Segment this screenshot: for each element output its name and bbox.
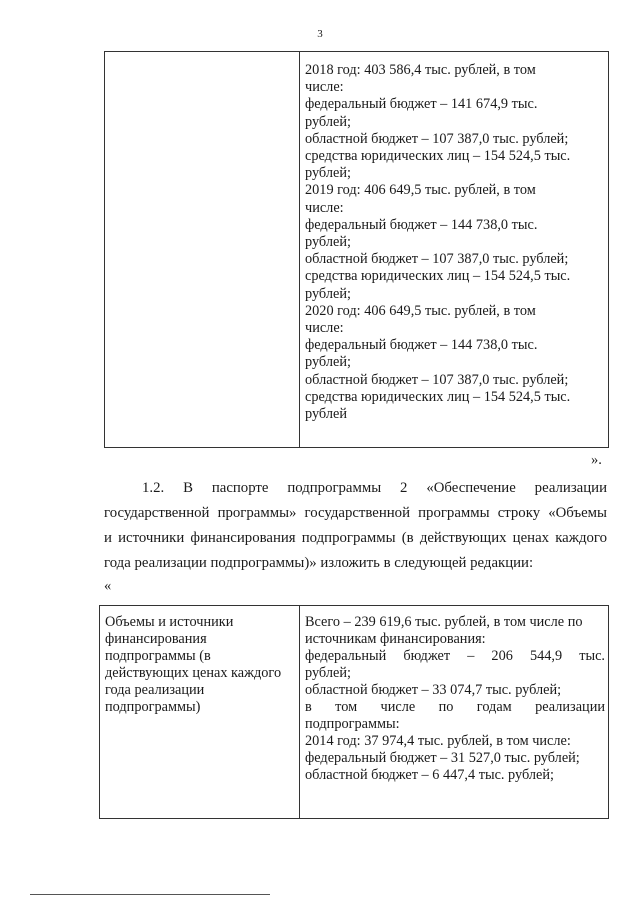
table-line: рублей; bbox=[305, 285, 351, 302]
paragraph-line: года реализации подпрограммы)» изложить в следующей редакции: bbox=[104, 555, 534, 571]
table-line: рублей; bbox=[305, 165, 351, 182]
table-line: областной бюджет – 33 074,7 тыс. рублей; bbox=[305, 682, 562, 698]
table-line: в том числе по годам реализации bbox=[305, 699, 605, 715]
paragraph-line: и источники финансирования подпрограммы (в действующих ценах каждого bbox=[104, 530, 607, 546]
header-line: подпрограммы (в bbox=[105, 648, 211, 664]
table-line: рублей; bbox=[305, 113, 351, 130]
table-line: средства юридических лиц – 154 524,5 тыс. bbox=[305, 268, 571, 285]
table-line: федеральный бюджет – 141 674,9 тыс. bbox=[305, 96, 538, 113]
table-line: федеральный бюджет – 144 738,0 тыс. bbox=[305, 216, 538, 233]
page-number: 3 bbox=[317, 28, 323, 40]
table-line: областной бюджет – 6 447,4 тыс. рублей; bbox=[305, 767, 555, 783]
table-line: 2014 год: 37 974,4 тыс. рублей, в том числе: bbox=[305, 733, 571, 749]
paragraph-line: 1.2. В паспорте подпрограммы 2 «Обеспечение реализации bbox=[142, 480, 607, 496]
amendment-paragraph bbox=[104, 476, 607, 576]
table-line: рублей; bbox=[305, 665, 351, 681]
table-line: средства юридических лиц – 154 524,5 тыс. bbox=[305, 148, 571, 165]
table-line: областной бюджет – 107 387,0 тыс. рублей; bbox=[305, 130, 569, 147]
table-line: федеральный бюджет – 206 544,9 тыс. bbox=[305, 648, 605, 664]
table-line: рублей bbox=[305, 406, 347, 423]
table-line: Всего – 239 619,6 тыс. рублей, в том числе по bbox=[305, 614, 583, 630]
row-header-cell bbox=[105, 614, 293, 716]
header-line: действующих ценах каждого bbox=[105, 665, 282, 681]
table-line: федеральный бюджет – 144 738,0 тыс. bbox=[305, 337, 538, 354]
footer-rule bbox=[30, 894, 270, 895]
header-line: финансирования bbox=[105, 631, 207, 647]
table-line: областной бюджет – 107 387,0 тыс. рублей; bbox=[305, 371, 569, 388]
table-line: подпрограммы: bbox=[305, 716, 400, 732]
header-line: подпрограммы) bbox=[105, 699, 201, 715]
header-line: года реализации bbox=[105, 682, 205, 698]
opening-quote: « bbox=[104, 578, 112, 594]
table-line: 2020 год: 406 649,5 тыс. рублей, в том bbox=[305, 302, 536, 319]
funding-table-continued bbox=[104, 51, 609, 448]
table-line: числе: bbox=[305, 199, 344, 216]
table-line: числе: bbox=[305, 79, 344, 96]
table-line: рублей; bbox=[305, 354, 351, 371]
table-line: рублей; bbox=[305, 234, 351, 251]
column-divider bbox=[299, 52, 300, 447]
table-line: федеральный бюджет – 31 527,0 тыс. рублей; bbox=[305, 750, 580, 766]
table-line: средства юридических лиц – 154 524,5 тыс. bbox=[305, 388, 571, 405]
table-line: областной бюджет – 107 387,0 тыс. рублей; bbox=[305, 251, 569, 268]
subprogram-funding-table bbox=[99, 605, 609, 819]
header-line: Объемы и источники bbox=[105, 614, 234, 630]
paragraph-line: государственной программы» государственной программы строку «Объемы bbox=[104, 505, 607, 521]
funding-details-cell bbox=[305, 614, 605, 784]
table-line: числе: bbox=[305, 320, 344, 337]
table-line: источникам финансирования: bbox=[305, 631, 486, 647]
table-line: 2018 год: 403 586,4 тыс. рублей, в том bbox=[305, 62, 536, 78]
table-line: 2019 год: 406 649,5 тыс. рублей, в том bbox=[305, 182, 536, 199]
funding-years-cell bbox=[305, 62, 604, 423]
closing-quote: ». bbox=[591, 452, 602, 468]
column-divider bbox=[299, 606, 300, 818]
